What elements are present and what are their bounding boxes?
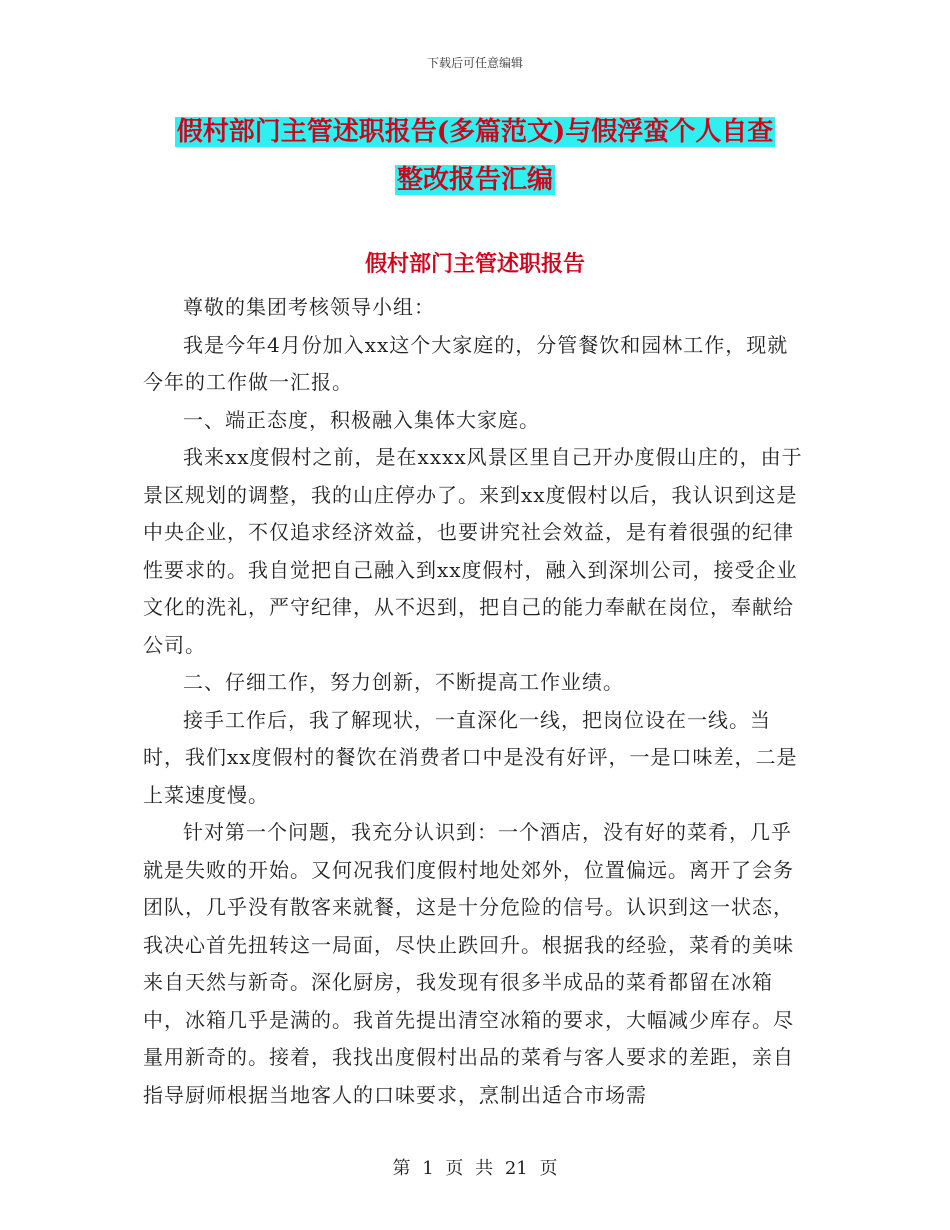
header-note: 下载后可任意编辑 (426, 56, 523, 70)
paragraph-heading-1: 一、端正态度，积极融入集体大家庭。 (183, 407, 540, 432)
paragraph-intro: 我是今年4月份加入xx这个大家庭的，分管餐饮和园林工作，现就今年的工作做一汇报。 (143, 332, 789, 394)
section-title: 假村部门主管述职报告 (364, 251, 585, 277)
paragraph-body-2: 接手工作后，我了解现状，一直深化一线，把岗位设在一线。当时，我们xx度假村的餐饮在消费者口中是没有好评，一是口味差，二是上菜速度慢。 (143, 707, 798, 807)
paragraph-body-3: 针对第一个问题，我充分认识到：一个酒店，没有好的菜肴，几乎就是失败的开始。又何况我们度假村地处郊外，位置偏远。离开了会务团队，几乎没有散客来就餐，这是十分危险的信号。认识到这一状态，我决心首先扭转这一局面，尽快止跌回升。根据我的经验，菜肴的美味来自天然与新奇。深化厨房，我发现有很多半成品的菜肴都留在冰箱中，冰箱几乎是满的。我首先提出清空冰箱的要求，大幅减少库存。尽量用新奇的。接着，我找出度假村出品的菜肴与客人要求的差距，亲自指导厨师根据当地客人的口味要求，烹制出适合市场需 (143, 820, 794, 1107)
page-footer: 第 1 页 共 21 页 (392, 1158, 558, 1179)
paragraph-heading-2: 二、仔细工作，努力创新，不断提高工作业绩。 (183, 670, 624, 694)
paragraph-salutation: 尊敬的集团考核领导小组： (183, 295, 435, 319)
document-title-line-2: 整改报告汇编 (396, 165, 553, 195)
paragraph-body-1: 我来xx度假村之前，是在xxxx风景区里自己开办度假山庄的，由于景区规划的调整，我的山庄停办了。来到xx度假村以后，我认识到这是中央企业，不仅追求经济效益，也要讲究社会效益，是有着很强的纪律性要求的。我自觉把自己融入到xx度假村，融入到深圳公司，接受企业文化的洗礼，严守纪律，从不迟到，把自己的能力奉献在岗位，奉献给公司。 (143, 445, 803, 657)
document-title (0, 108, 950, 204)
body-text (143, 289, 808, 1114)
document-title-line-1: 假村部门主管述职报告(多篇范文)与假浮蛮个人自查 (176, 117, 774, 147)
